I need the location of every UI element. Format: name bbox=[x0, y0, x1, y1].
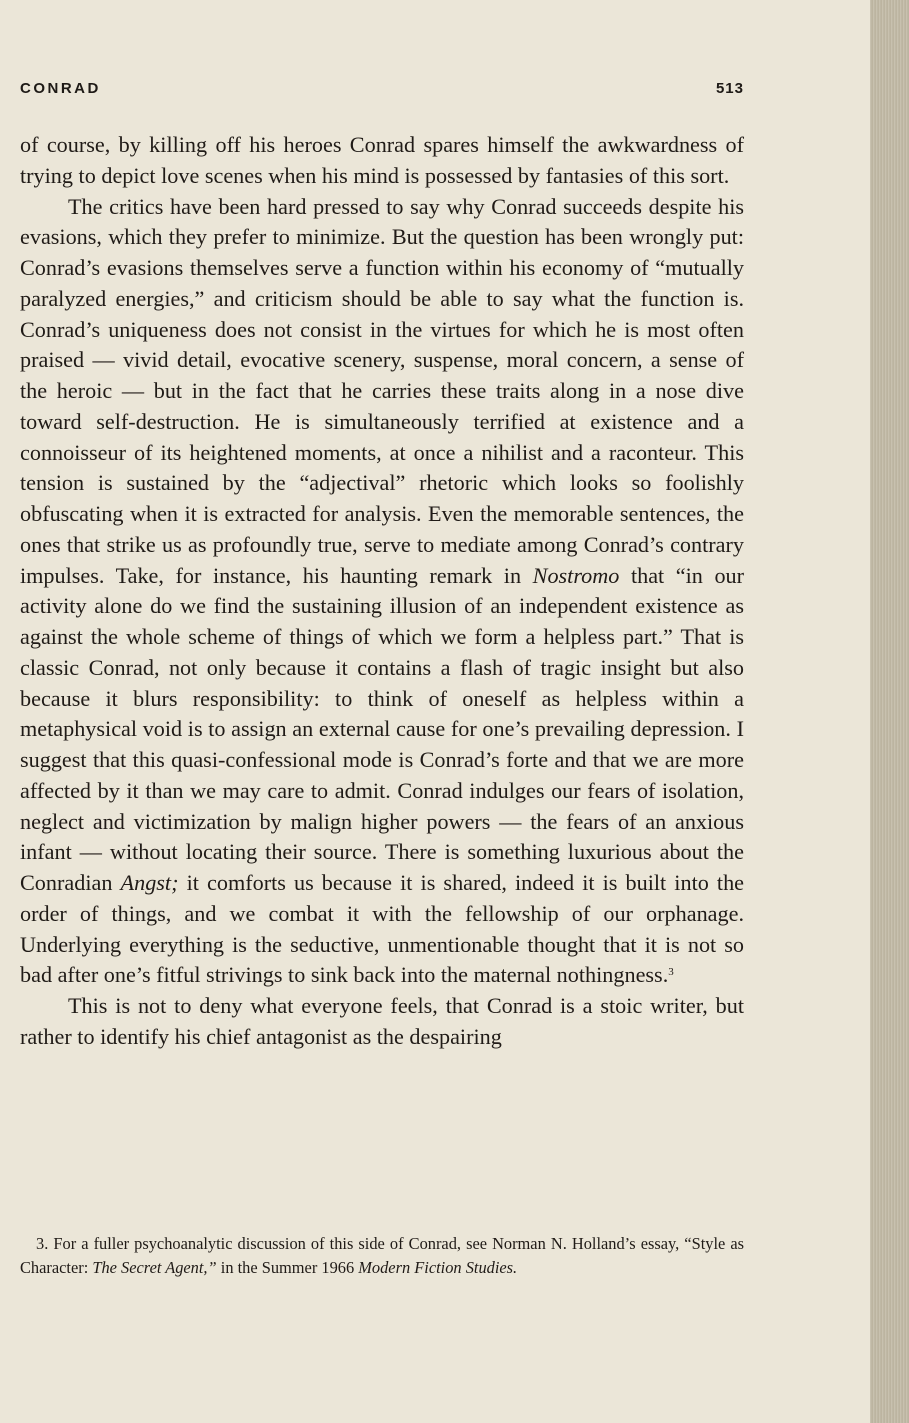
footnote bbox=[20, 1232, 744, 1279]
emphasized-term: Angst; bbox=[120, 870, 179, 895]
running-head bbox=[20, 80, 744, 100]
page-number: 513 bbox=[715, 80, 744, 97]
paragraph: of course, by killing off his heroes Conrad spares himself the awkwardness of trying to depict love scenes when his mind is possessed by fantasies of this sort. bbox=[20, 132, 744, 188]
paragraph: This is not to deny what everyone feels, that Conrad is a stoic writer, but rather to identify his chief antagonist as the despairing bbox=[20, 993, 744, 1049]
journal-title: Modern Fiction Studies. bbox=[358, 1257, 518, 1277]
footnote-number: 3. bbox=[36, 1234, 49, 1253]
page-edge bbox=[870, 0, 909, 1423]
book-title: Nostromo bbox=[532, 562, 620, 588]
body-text bbox=[20, 130, 744, 1053]
footnote-text bbox=[20, 1232, 744, 1279]
footnote-title: The Secret Agent,” bbox=[92, 1257, 217, 1277]
footnote-reference: 3 bbox=[668, 966, 674, 979]
paragraph-text: The critics have been hard pressed to say why Conrad succeeds despite his evasions, which they prefer to minimize. But the question has been wrongly put: Conrad’s evasions themselves serve a function within his economy of “mutually paralyzed energies,” and criticism should be able to say what the function is. Conrad’s uniqueness does not consist in the virtues for which he is most often praised — vivid detail, evocative scenery, suspense, moral concern, a sense of the heroic — but in the fact that he carries these traits along in a nose dive toward self-destruction. He is simultaneously terrified at existence and a connoisseur of its heightened moments, at once a nihilist and a raconteur. This tension is sustained by the “adjectival” rhetoric which looks so foolishly obfuscating when it is extracted for analysis. Even the memorable sentences, the ones that strike us as profoundly true, serve to mediate among Conrad’s contrary impulses. Take, for instance, his haunting remark in bbox=[20, 193, 744, 588]
running-head-title: CONRAD bbox=[20, 80, 101, 97]
footnote-text-part: in the Summer 1966 bbox=[220, 1257, 355, 1277]
paragraph bbox=[20, 192, 744, 992]
paragraph-text: it comforts us because it is shared, indeed it is built into the order of things, and we combat it with the fellowship of our orphanage. Underlying everything is the seductive, unmentionable thought that it is not so bad after one’s fitful strivings to sink back into the maternal nothingness. bbox=[20, 870, 745, 988]
footnote-text-part: For a fuller psychoanalytic discussion of this side of Conrad, see Norman N. Holland’s essay, “Style as Character: bbox=[20, 1234, 745, 1277]
paragraph-text: that “in our activity alone do we find the sustaining illusion of an independent existence as against the whole scheme of things of which we form a helpless part.” That is classic Conrad, not only because it contains a flash of tragic insight but also because it blurs responsibility: to think of oneself as helpless within a metaphysical void is to assign an external cause for one’s prevailing depression. I suggest that this quasi-confessional mode is Conrad’s forte and that we are more affected by it than we may care to admit. Conrad indulges our fears of isolation, neglect and victimization by malign higher powers — the fears of an anxious infant — without locating their source. There is something luxurious about the Conradian bbox=[20, 562, 745, 895]
